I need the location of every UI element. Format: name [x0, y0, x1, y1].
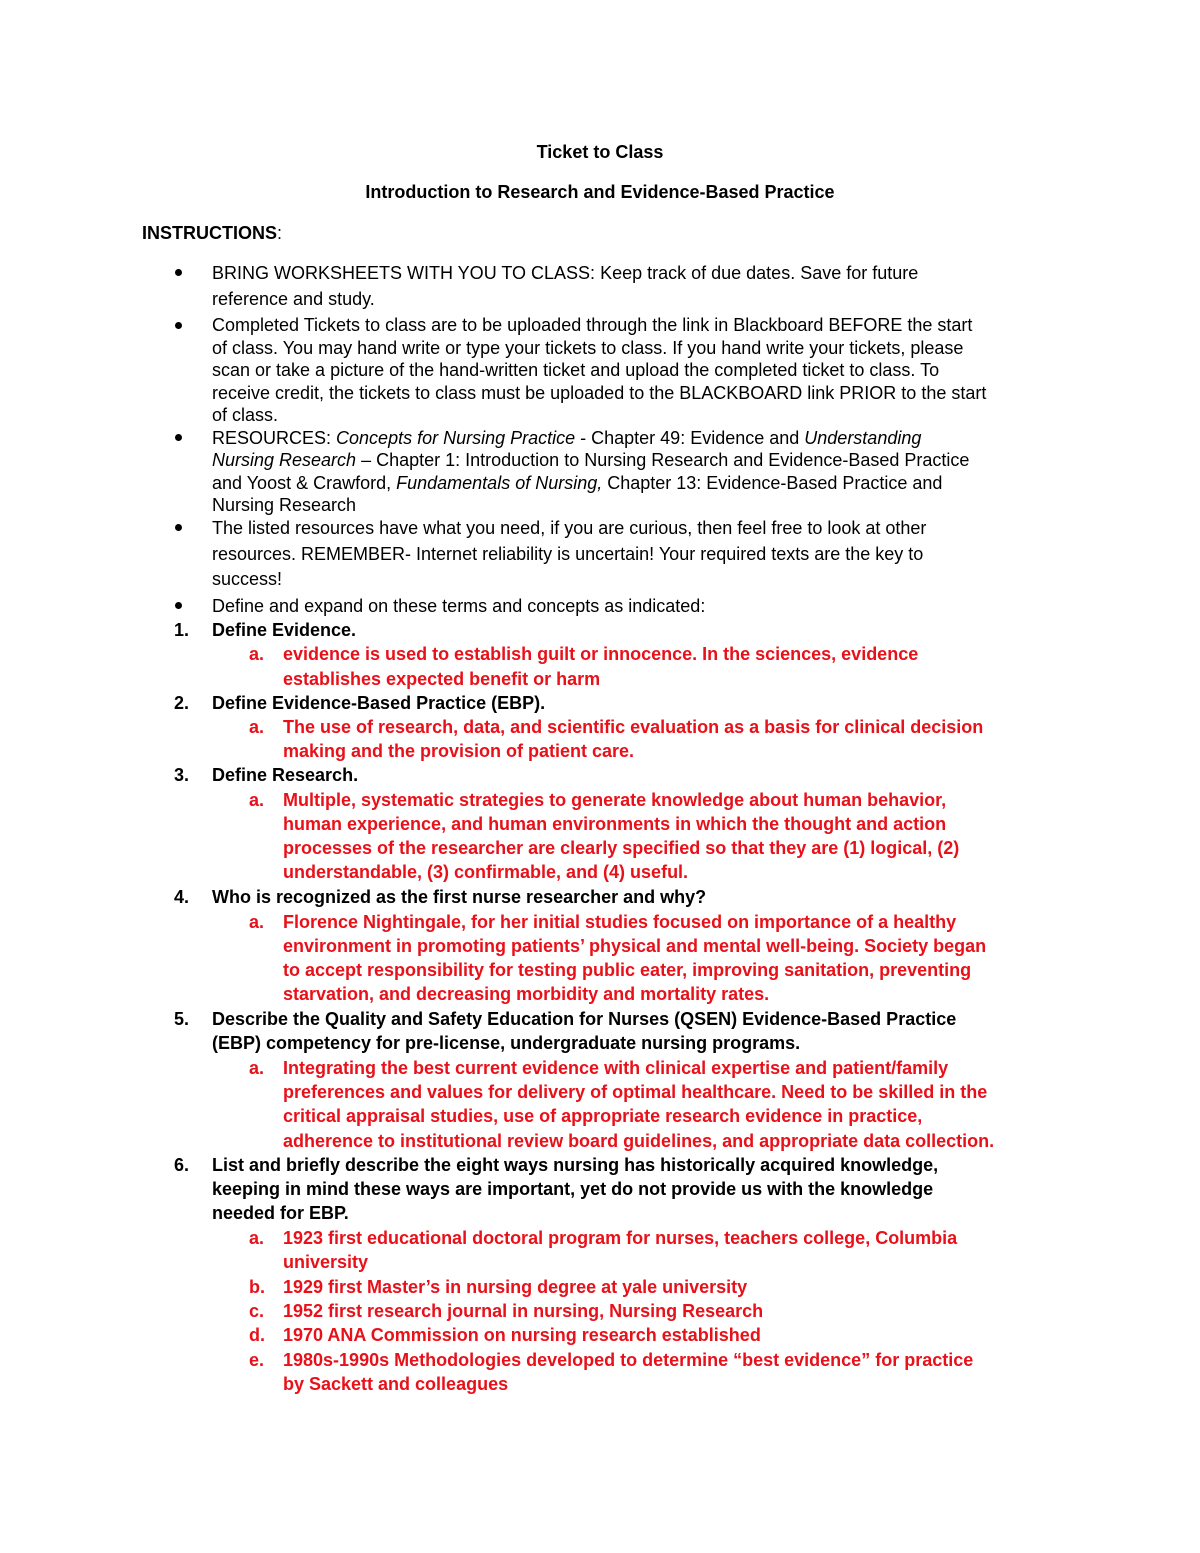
answer-letter: a. — [249, 790, 265, 810]
question-number: 2. — [174, 693, 190, 713]
question-text: Describe the Quality and Safety Education for Nurses (QSEN) Evidence-Based Practice — [212, 1009, 957, 1029]
document-subtitle: Introduction to Research and Evidence-Based Practice — [365, 182, 835, 202]
book-title: Understanding — [804, 428, 922, 448]
answer-letter: b. — [249, 1277, 265, 1297]
answer-text: 1952 first research journal in nursing, Nursing Research — [283, 1301, 764, 1321]
bullet-icon — [175, 434, 182, 441]
answer-text: processes of the researcher are clearly specified so that they are (1) logical, (2) — [283, 838, 960, 858]
answer-text: 1970 ANA Commission on nursing research established — [283, 1325, 761, 1345]
instructions-colon: : — [277, 223, 283, 243]
answer-letter: a. — [249, 1058, 265, 1078]
book-title: Concepts for Nursing Practice — [336, 428, 576, 448]
answer-text: starvation, and decreasing morbidity and mortality rates. — [283, 984, 770, 1004]
bullet-line: success! — [212, 569, 283, 589]
answer-text: to accept responsibility for testing public eater, improving sanitation, preventing — [283, 960, 972, 980]
bullet-icon — [175, 602, 182, 609]
answer-text: Florence Nightingale, for her initial studies focused on importance of a healthy — [283, 912, 957, 932]
answer-text: Multiple, systematic strategies to generate knowledge about human behavior, — [283, 790, 947, 810]
bullet-line: resources. REMEMBER- Internet reliability is uncertain! Your required texts are the key to — [212, 544, 924, 564]
answer-text: understandable, (3) confirmable, and (4) useful. — [283, 862, 689, 882]
bullet-line — [212, 472, 942, 494]
answer-letter: a. — [249, 1228, 265, 1248]
bullet-line: Completed Tickets to class are to be uploaded through the link in Blackboard BEFORE the start — [212, 315, 973, 335]
answer-letter: e. — [249, 1350, 265, 1370]
answer-text: by Sackett and colleagues — [283, 1374, 509, 1394]
document-title: Ticket to Class — [536, 142, 664, 162]
bullet-line — [212, 427, 921, 449]
answer-letter: a. — [249, 912, 265, 932]
question-text: needed for EBP. — [212, 1203, 349, 1223]
bullet-line: BRING WORKSHEETS WITH YOU TO CLASS: Keep track of due dates. Save for future — [212, 263, 919, 283]
question-number: 5. — [174, 1009, 190, 1029]
bullet-icon — [175, 524, 182, 531]
answer-text: establishes expected benefit or harm — [283, 669, 601, 689]
answer-text: environment in promoting patients’ physical and mental well-being. Society began — [283, 936, 987, 956]
question-text: Define Evidence. — [212, 620, 357, 640]
question-text: Who is recognized as the first nurse researcher and why? — [212, 887, 707, 907]
bullet-line: of class. — [212, 405, 279, 425]
bullet-line: receive credit, the tickets to class must be uploaded to the BLACKBOARD link PRIOR to the start — [212, 383, 987, 403]
bullet-line: The listed resources have what you need, if you are curious, then feel free to look at other — [212, 518, 927, 538]
answer-text: adherence to institutional review board guidelines, and appropriate data collection. — [283, 1131, 995, 1151]
instructions-heading — [142, 223, 282, 244]
answer-text: critical appraisal studies, use of appropriate research evidence in practice, — [283, 1106, 923, 1126]
answer-text: human experience, and human environments in which the thought and action — [283, 814, 947, 834]
question-number: 1. — [174, 620, 190, 640]
answer-text: 1923 first educational doctoral program for nurses, teachers college, Columbia — [283, 1228, 958, 1248]
question-text: keeping in mind these ways are important, yet do not provide us with the knowledge — [212, 1179, 934, 1199]
bullet-line — [212, 449, 969, 471]
answer-text: university — [283, 1252, 369, 1272]
question-number: 3. — [174, 765, 190, 785]
answer-text: The use of research, data, and scientific evaluation as a basis for clinical decision — [283, 717, 984, 737]
answer-letter: a. — [249, 717, 265, 737]
bullet-icon — [175, 269, 182, 276]
question-text: Define Evidence-Based Practice (EBP). — [212, 693, 546, 713]
answer-text: Integrating the best current evidence with clinical expertise and patient/family — [283, 1058, 949, 1078]
bullet-line: Define and expand on these terms and concepts as indicated: — [212, 596, 706, 616]
resources-text: – Chapter 1: Introduction to Nursing Research and Evidence-Based Practice — [356, 450, 970, 470]
resources-label: RESOURCES: — [212, 428, 337, 448]
question-number: 6. — [174, 1155, 190, 1175]
question-text: (EBP) competency for pre-license, undergraduate nursing programs. — [212, 1033, 801, 1053]
bullet-line: reference and study. — [212, 289, 375, 309]
question-text: Define Research. — [212, 765, 359, 785]
bullet-line: of class. You may hand write or type your tickets to class. If you hand write your tickets, please — [212, 338, 964, 358]
resources-text: - Chapter 49: Evidence and — [575, 428, 805, 448]
bullet-icon — [175, 322, 182, 329]
bullet-line: scan or take a picture of the hand-written ticket and upload the completed ticket to class. To — [212, 360, 940, 380]
answer-letter: a. — [249, 644, 265, 664]
answer-letter: d. — [249, 1325, 265, 1345]
answer-text: 1929 first Master’s in nursing degree at yale university — [283, 1277, 748, 1297]
question-text: List and briefly describe the eight ways nursing has historically acquired knowledge, — [212, 1155, 939, 1175]
bullet-line: Nursing Research — [212, 495, 357, 515]
answer-letter: c. — [249, 1301, 265, 1321]
resources-text: Chapter 13: Evidence-Based Practice and — [602, 473, 943, 493]
book-title: Nursing Research — [212, 450, 357, 470]
answer-text: 1980s-1990s Methodologies developed to determine “best evidence” for practice — [283, 1350, 974, 1370]
answer-text: preferences and values for delivery of optimal healthcare. Need to be skilled in the — [283, 1082, 988, 1102]
question-number: 4. — [174, 887, 190, 907]
answer-text: evidence is used to establish guilt or innocence. In the sciences, evidence — [283, 644, 919, 664]
book-title: Fundamentals of Nursing, — [396, 473, 603, 493]
answer-text: making and the provision of patient care. — [283, 741, 635, 761]
instructions-label: INSTRUCTIONS — [142, 223, 277, 243]
resources-text: and Yoost & Crawford, — [212, 473, 397, 493]
